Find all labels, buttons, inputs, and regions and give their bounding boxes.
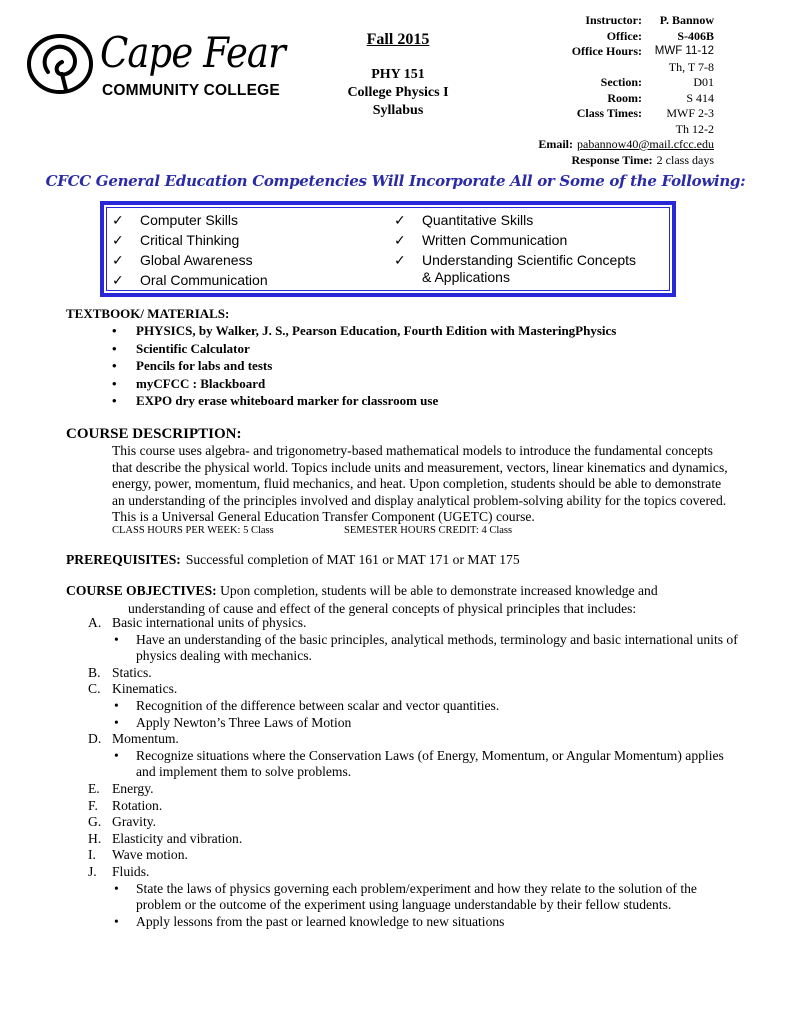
prerequisites-heading: PREREQUISITES: [66, 552, 181, 567]
competency-label: Understanding Scientific Concepts [422, 252, 637, 268]
objective-text: Rotation. [112, 797, 163, 813]
objective-item: J. Fluids. [88, 863, 150, 879]
competency-item [112, 270, 382, 290]
office-row [480, 29, 714, 45]
material-item: • Scientific Calculator [112, 340, 752, 358]
instructor-value: P. Bannow [659, 13, 714, 27]
objective-text: Gravity. [112, 814, 157, 830]
seahorse-logo-icon [26, 28, 98, 98]
office-hours-row-2 [480, 60, 714, 76]
checkmark-icon: ✓ [112, 233, 124, 249]
class-times-label: Class Times: [576, 106, 642, 120]
term-title: Fall 2015 [366, 31, 430, 48]
checkmark-icon: ✓ [394, 233, 406, 249]
competency-item-continued [394, 267, 674, 287]
checkmark-icon: ✓ [112, 253, 124, 269]
course-code: PHY 151 [371, 67, 425, 82]
course-objectives-heading: COURSE OBJECTIVES: [66, 583, 217, 598]
college-logo [26, 28, 285, 104]
competency-item [394, 210, 674, 230]
section-row [480, 75, 714, 91]
office-label: Office: [606, 28, 642, 43]
objective-item: E. Energy. [88, 780, 154, 796]
instructor-info [480, 13, 714, 168]
course-title-block [320, 30, 476, 120]
objective-subitem: • Have an understanding of the basic principles, analytical methods, terminology and basic international units of physics dealing with mechanics. [88, 632, 738, 665]
checkmark-icon: ✓ [394, 253, 406, 269]
checkmark-icon: ✓ [112, 213, 124, 229]
objective-item: F. Rotation. [88, 797, 163, 813]
competency-label: Global Awareness [140, 252, 253, 268]
objective-item: A. Basic international units of physics. [88, 615, 307, 630]
material-item: • Pencils for labs and tests [112, 357, 752, 375]
response-time-row [480, 153, 714, 169]
office-hours-value-1: MWF 11-12 [654, 45, 714, 57]
objective-text: Kinematics. [112, 681, 178, 697]
semester-hours-credit: SEMESTER HOURS CREDIT: 4 Class [344, 525, 513, 536]
objective-text: Momentum. [112, 731, 179, 747]
room-label: Room: [607, 90, 642, 105]
instructor-row [480, 13, 714, 29]
response-time-value: 2 class days [656, 152, 714, 167]
class-times-value-2: Th 12-2 [675, 121, 714, 136]
course-name: College Physics I [347, 85, 449, 100]
office-hours-value-2: Th, T 7-8 [668, 59, 714, 74]
objective-subitem: • Recognize situations where the Conservation Laws (of Energy, Momentum, or Angular Momentum) applies and implement them to solve problems. [88, 748, 738, 781]
competencies-box [100, 201, 676, 297]
class-times-row [480, 106, 714, 122]
class-times-row-2 [480, 122, 714, 138]
email-link[interactable]: pabannow40@mail.cfcc.edu [577, 137, 714, 151]
course-description-text: This course uses algebra- and trigonometry-based mathematical models to introduce the fundamental concepts that describe the physical world. Topics include units and measurement, vectors, linear kinematics and dynamics, energy, power, momentum, fluid mechanics, and heat. Upon completion, students should be able to demonstrate an understanding of the principles involved and display analytical problem-solving ability for the topics covered. This is a Universal General Education Transfer Component (UGETC) course. [112, 443, 728, 525]
section-value: D01 [693, 75, 714, 89]
objective-text: Wave motion. [112, 847, 188, 863]
objective-item: D. Momentum. [88, 731, 179, 747]
office-hours-label: Office Hours: [571, 44, 642, 58]
competency-label: Critical Thinking [140, 232, 240, 248]
objective-item: C. Kinematics. [88, 681, 178, 697]
room-value: S 414 [686, 90, 714, 105]
objective-text: Statics. [112, 664, 152, 680]
prerequisites [66, 551, 520, 568]
objective-subitem: • State the laws of physics governing each problem/experiment and how they relate to the solution of the problem or the outcome of the experiment using language understandable by their fellow students. [88, 881, 738, 914]
competency-item [112, 210, 382, 230]
competencies-title: CFCC General Education Competencies Will Incorporate All or Some of the Following: [45, 172, 746, 190]
material-item: • PHYSICS, by Walker, J. S., Pearson Education, Fourth Edition with MasteringPhysics [112, 322, 752, 340]
section-label: Section: [600, 75, 642, 89]
office-hours-row [480, 44, 714, 60]
course-objectives-intro-text: Upon completion, students will be able to demonstrate increased knowledge and [220, 583, 658, 598]
material-item: • EXPO dry erase whiteboard marker for classroom use [112, 392, 752, 410]
competency-item [112, 230, 382, 250]
office-value: S-406B [677, 28, 714, 43]
competencies-left-column [112, 210, 382, 290]
logo-name-community-college: COMMUNITY COLLEGE [102, 82, 280, 99]
document-type: Syllabus [372, 103, 424, 118]
checkmark-icon: ✓ [112, 273, 124, 289]
objective-item: G. Gravity. [88, 814, 157, 830]
class-times-value-1: MWF 2-3 [666, 106, 714, 120]
objective-text: Basic international units of physics. [112, 615, 307, 630]
room-row [480, 91, 714, 107]
objective-text: Elasticity and vibration. [112, 830, 243, 846]
course-description-heading: COURSE DESCRIPTION: [66, 426, 242, 442]
objective-item: B. Statics. [88, 664, 152, 680]
competency-label: Quantitative Skills [422, 212, 534, 228]
material-item: • myCFCC : Blackboard [112, 375, 752, 393]
competency-item [112, 250, 382, 270]
instructor-label: Instructor: [585, 13, 642, 27]
objective-subitem: • Apply Newton’s Three Laws of Motion [88, 715, 738, 732]
materials-list [112, 322, 752, 410]
objectives-list [88, 615, 738, 930]
competency-label: Written Communication [422, 232, 568, 248]
response-time-label: Response Time: [571, 152, 653, 167]
logo-name-cape-fear: Cape Fear [100, 28, 285, 77]
class-hours-per-week: CLASS HOURS PER WEEK: 5 Class [112, 525, 274, 536]
objective-item: H. Elasticity and vibration. [88, 830, 243, 846]
prerequisites-text: Successful completion of MAT 161 or MAT 171 or MAT 175 [185, 552, 520, 567]
objective-item: I. Wave motion. [88, 847, 188, 863]
course-objectives-intro [66, 583, 726, 600]
competencies-right-column [394, 210, 674, 287]
textbook-heading: TEXTBOOK/ MATERIALS: [66, 306, 230, 321]
objective-text: Fluids. [112, 863, 150, 879]
checkmark-icon: ✓ [394, 213, 406, 229]
email-row [480, 137, 714, 153]
objective-subitem: • Apply lessons from the past or learned knowledge to new situations [88, 914, 738, 931]
email-label: Email: [538, 137, 573, 151]
course-objectives-intro-continued: understanding of cause and effect of the general concepts of physical principles that includes: [128, 601, 637, 616]
competency-label: & Applications [422, 269, 510, 285]
objective-subitem: • Recognition of the difference between scalar and vector quantities. [88, 698, 738, 715]
competency-label: Computer Skills [140, 212, 239, 228]
objective-text: Energy. [112, 780, 154, 796]
credit-hours [112, 525, 513, 537]
competency-item [394, 230, 674, 250]
competency-label: Oral Communication [140, 272, 268, 288]
